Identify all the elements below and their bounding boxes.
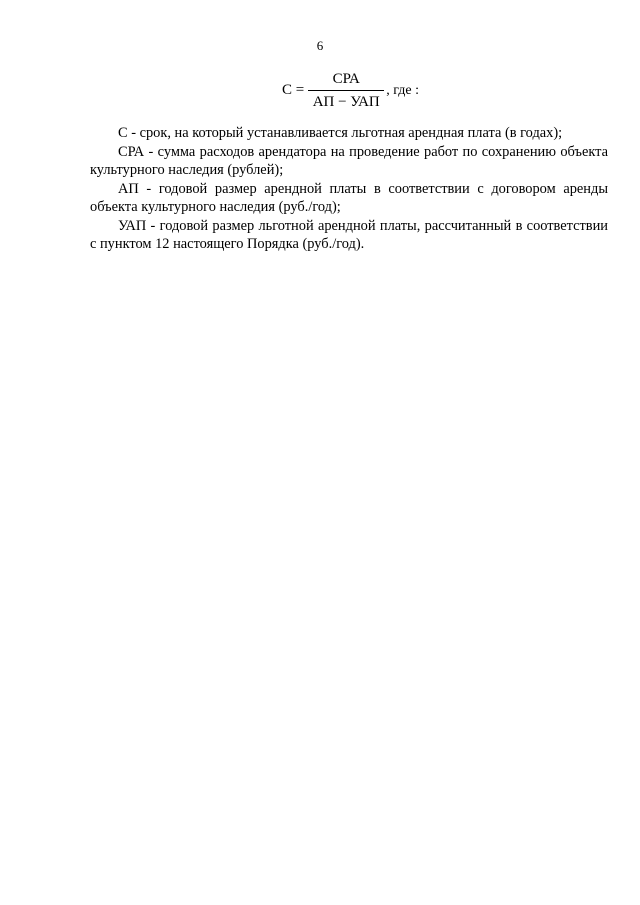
page-number: 6 [316, 38, 324, 53]
formula-fraction [308, 70, 384, 111]
definition-c: С - срок, на который устанавливается льготная арендная плата (в годах); [118, 125, 563, 141]
formula-numerator: СРА [332, 71, 360, 87]
definitions-list [90, 124, 608, 254]
definition-sra: СРА - сумма расходов арендатора на проведение работ по сохранению объекта культурного наследия (рублей); [90, 143, 608, 178]
formula-denominator: АП − УАП [312, 94, 380, 110]
definition-ap: АП - годовой размер арендной платы в соответствии с договором аренды объекта культурного наследия (руб./год); [90, 180, 608, 215]
formula-lhs: С = [282, 82, 305, 98]
definition-uap: УАП - годовой размер льготной арендной платы, рассчитанный в соответствии с пунктом 12 настоящего Порядка (руб./год). [90, 217, 608, 252]
formula [282, 70, 419, 111]
formula-tail: , где : [386, 82, 419, 98]
